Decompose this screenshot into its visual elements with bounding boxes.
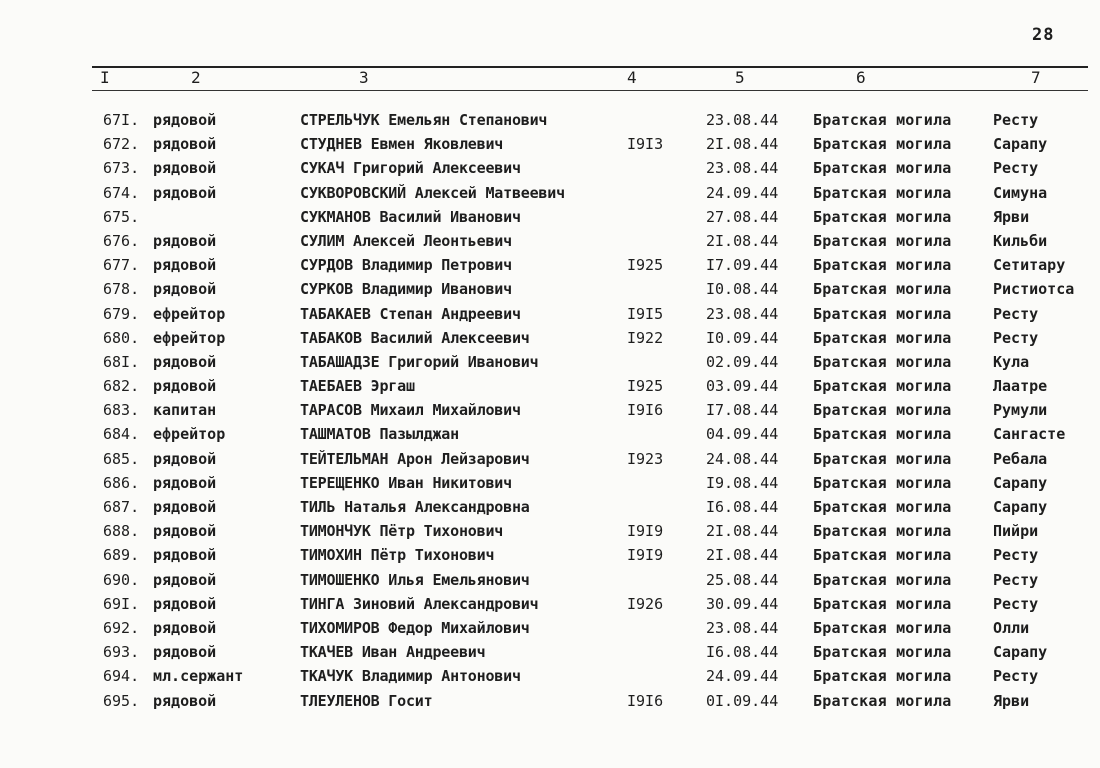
column-number-4: 4 xyxy=(627,68,637,87)
record-death-date: 2I.08.44 xyxy=(706,231,779,250)
record-location: Кула xyxy=(993,352,1030,371)
record-row xyxy=(0,422,1100,446)
record-rank: ефрейтор xyxy=(153,425,226,444)
record-burial-type: Братская могила xyxy=(813,159,952,178)
record-death-date: I0.08.44 xyxy=(706,280,779,299)
column-number-2: 2 xyxy=(191,68,201,87)
record-burial-type: Братская могила xyxy=(813,473,952,492)
record-rank: рядовой xyxy=(153,691,217,710)
record-number: 686. xyxy=(103,473,140,492)
record-number: 676. xyxy=(103,231,140,250)
record-birth-year: I9I5 xyxy=(627,304,664,323)
record-number: 684. xyxy=(103,425,140,444)
record-location: Симуна xyxy=(993,183,1048,202)
record-row xyxy=(0,350,1100,374)
record-name: СУКАЧ Григорий Алексеевич xyxy=(300,159,521,178)
record-rank: рядовой xyxy=(153,377,217,396)
column-number-3: 3 xyxy=(359,68,369,87)
record-row xyxy=(0,495,1100,519)
page-number: 28 xyxy=(1032,25,1055,45)
record-burial-type: Братская могила xyxy=(813,256,952,275)
record-number: 678. xyxy=(103,280,140,299)
record-name: ТАРАСОВ Михаил Михайлович xyxy=(300,401,521,420)
record-number: 677. xyxy=(103,256,140,275)
record-burial-type: Братская могила xyxy=(813,643,952,662)
record-death-date: 04.09.44 xyxy=(706,425,779,444)
record-death-date: 30.09.44 xyxy=(706,594,779,613)
record-row xyxy=(0,108,1100,132)
record-name: ТИЛЬ Наталья Александровна xyxy=(300,498,530,516)
record-row xyxy=(0,229,1100,253)
column-number-7: 7 xyxy=(1031,68,1041,87)
record-rank: ефрейтор xyxy=(153,328,226,347)
record-number: 690. xyxy=(103,570,140,589)
record-burial-type: Братская могила xyxy=(813,304,952,323)
record-row xyxy=(0,156,1100,180)
record-rank: рядовой xyxy=(153,498,217,516)
column-number-6: 6 xyxy=(856,68,866,87)
record-burial-type: Братская могила xyxy=(813,522,952,541)
record-name: ТАБАШАДЗЕ Григорий Иванович xyxy=(300,352,539,371)
column-number-1: I xyxy=(100,68,110,87)
record-name: СТРЕЛЬЧУК Емельян Степанович xyxy=(300,111,548,129)
record-death-date: 23.08.44 xyxy=(706,159,779,178)
record-location: Сарапу xyxy=(993,473,1048,492)
record-location: Сарапу xyxy=(993,498,1048,516)
record-row xyxy=(0,568,1100,592)
record-name: ТКАЧУК Владимир Антонович xyxy=(300,667,521,686)
record-birth-year: I923 xyxy=(627,449,664,468)
record-death-date: 03.09.44 xyxy=(706,377,779,396)
record-name: ТИМОШЕНКО Илья Емельянович xyxy=(300,570,530,589)
record-row xyxy=(0,253,1100,277)
record-location: Ресту xyxy=(993,667,1039,686)
record-death-date: 23.08.44 xyxy=(706,304,779,323)
record-location: Сарапу xyxy=(993,135,1048,154)
record-rank: рядовой xyxy=(153,594,217,613)
record-rank: рядовой xyxy=(153,643,217,662)
record-number: 68I. xyxy=(103,352,140,371)
record-name: ТЕЙТЕЛЬМАН Арон Лейзарович xyxy=(300,449,530,468)
record-rank: рядовой xyxy=(153,449,217,468)
record-death-date: I6.08.44 xyxy=(706,498,779,516)
record-name: СУКМАНОВ Василий Иванович xyxy=(300,207,521,226)
record-number: 672. xyxy=(103,135,140,154)
record-row xyxy=(0,132,1100,156)
record-name: ТИМОХИН Пётр Тихонович xyxy=(300,546,495,565)
record-number: 688. xyxy=(103,522,140,541)
record-death-date: 02.09.44 xyxy=(706,352,779,371)
record-death-date: 2I.08.44 xyxy=(706,522,779,541)
record-rank: рядовой xyxy=(153,473,217,492)
record-burial-type: Братская могила xyxy=(813,546,952,565)
record-location: Ресту xyxy=(993,570,1039,589)
record-number: 675. xyxy=(103,207,140,226)
record-burial-type: Братская могила xyxy=(813,207,952,226)
record-name: ТЕРЕЩЕНКО Иван Никитович xyxy=(300,473,512,492)
record-row xyxy=(0,664,1100,688)
record-name: ТАЕБАЕВ Эргаш xyxy=(300,377,415,396)
record-location: Олли xyxy=(993,618,1030,637)
record-burial-type: Братская могила xyxy=(813,280,952,299)
record-death-date: 24.09.44 xyxy=(706,183,779,202)
record-rank: рядовой xyxy=(153,280,217,299)
record-death-date: 2I.08.44 xyxy=(706,546,779,565)
record-location: Сангасте xyxy=(993,425,1066,444)
record-name: ТАШМАТОВ Пазылджан xyxy=(300,425,459,444)
record-rank: капитан xyxy=(153,401,217,420)
record-row xyxy=(0,398,1100,422)
record-number: 692. xyxy=(103,618,140,637)
header-rule-bottom xyxy=(92,90,1088,91)
record-death-date: 27.08.44 xyxy=(706,207,779,226)
record-burial-type: Братская могила xyxy=(813,570,952,589)
record-row xyxy=(0,205,1100,229)
record-row xyxy=(0,471,1100,495)
record-rank: мл.сержант xyxy=(153,667,244,686)
record-row xyxy=(0,640,1100,664)
record-number: 687. xyxy=(103,498,140,516)
record-burial-type: Братская могила xyxy=(813,691,952,710)
record-location: Ресту xyxy=(993,159,1039,178)
record-number: 679. xyxy=(103,304,140,323)
record-death-date: 0I.09.44 xyxy=(706,691,779,710)
record-death-date: I7.09.44 xyxy=(706,256,779,275)
record-number: 673. xyxy=(103,159,140,178)
record-location: Ресту xyxy=(993,111,1039,129)
record-name: ТЛЕУЛЕНОВ Госит xyxy=(300,691,433,710)
record-birth-year: I9I9 xyxy=(627,546,664,565)
record-name: ТАБАКОВ Василий Алексеевич xyxy=(300,328,530,347)
record-name: ТИМОНЧУК Пётр Тихонович xyxy=(300,522,504,541)
record-name: СТУДНЕВ Евмен Яковлевич xyxy=(300,135,504,154)
record-burial-type: Братская могила xyxy=(813,425,952,444)
record-rank: рядовой xyxy=(153,522,217,541)
record-death-date: 2I.08.44 xyxy=(706,135,779,154)
record-number: 693. xyxy=(103,643,140,662)
record-row xyxy=(0,592,1100,616)
record-burial-type: Братская могила xyxy=(813,401,952,420)
record-burial-type: Братская могила xyxy=(813,449,952,468)
record-rank: рядовой xyxy=(153,135,217,154)
record-row xyxy=(0,374,1100,398)
record-number: 674. xyxy=(103,183,140,202)
record-row xyxy=(0,277,1100,301)
column-number-5: 5 xyxy=(735,68,745,87)
record-row xyxy=(0,689,1100,713)
record-rank: рядовой xyxy=(153,256,217,275)
record-location: Румули xyxy=(993,401,1048,420)
record-birth-year: I925 xyxy=(627,377,664,396)
record-number: 683. xyxy=(103,401,140,420)
record-location: Ресту xyxy=(993,304,1039,323)
record-burial-type: Братская могила xyxy=(813,231,952,250)
record-row xyxy=(0,519,1100,543)
record-location: Ресту xyxy=(993,594,1039,613)
record-name: ТИХОМИРОВ Федор Михайлович xyxy=(300,618,530,637)
record-death-date: 24.09.44 xyxy=(706,667,779,686)
record-rank: ефрейтор xyxy=(153,304,226,323)
record-birth-year: I9I6 xyxy=(627,691,664,710)
record-row xyxy=(0,543,1100,567)
record-name: СУРДОВ Владимир Петрович xyxy=(300,256,512,275)
record-row xyxy=(0,447,1100,471)
record-row xyxy=(0,302,1100,326)
record-burial-type: Братская могила xyxy=(813,618,952,637)
record-rank: рядовой xyxy=(153,546,217,565)
record-death-date: I7.08.44 xyxy=(706,401,779,420)
record-location: Лаатре xyxy=(993,377,1048,396)
record-rank: рядовой xyxy=(153,159,217,178)
record-burial-type: Братская могила xyxy=(813,377,952,396)
record-name: СУЛИМ Алексей Леонтьевич xyxy=(300,231,512,250)
record-number: 69I. xyxy=(103,594,140,613)
record-burial-type: Братская могила xyxy=(813,498,952,516)
record-burial-type: Братская могила xyxy=(813,594,952,613)
record-death-date: 23.08.44 xyxy=(706,111,779,129)
record-location: Ребала xyxy=(993,449,1048,468)
record-rank: рядовой xyxy=(153,111,217,129)
record-burial-type: Братская могила xyxy=(813,183,952,202)
record-birth-year: I9I6 xyxy=(627,401,664,420)
record-burial-type: Братская могила xyxy=(813,328,952,347)
record-location: Ярви xyxy=(993,691,1030,710)
record-death-date: 23.08.44 xyxy=(706,618,779,637)
record-birth-year: I925 xyxy=(627,256,664,275)
record-row xyxy=(0,616,1100,640)
record-death-date: I6.08.44 xyxy=(706,643,779,662)
record-location: Ресту xyxy=(993,546,1039,565)
record-name: ТКАЧЕВ Иван Андреевич xyxy=(300,643,486,662)
record-death-date: 25.08.44 xyxy=(706,570,779,589)
record-birth-year: I9I9 xyxy=(627,522,664,541)
column-number-header xyxy=(0,68,1100,90)
record-number: 682. xyxy=(103,377,140,396)
record-burial-type: Братская могила xyxy=(813,667,952,686)
record-name: ТАБАКАЕВ Степан Андреевич xyxy=(300,304,521,323)
record-number: 689. xyxy=(103,546,140,565)
record-location: Ярви xyxy=(993,207,1030,226)
record-burial-type: Братская могила xyxy=(813,352,952,371)
record-rank: рядовой xyxy=(153,183,217,202)
record-death-date: 24.08.44 xyxy=(706,449,779,468)
record-location: Сетитару xyxy=(993,256,1066,275)
record-rank: рядовой xyxy=(153,570,217,589)
record-burial-type: Братская могила xyxy=(813,111,952,129)
record-location: Ресту xyxy=(993,328,1039,347)
record-location: Кильби xyxy=(993,231,1048,250)
burial-record-list xyxy=(0,108,1100,713)
record-location: Ристиотса xyxy=(993,280,1075,299)
record-name: СУРКОВ Владимир Иванович xyxy=(300,280,512,299)
record-rank: рядовой xyxy=(153,618,217,637)
record-location: Сарапу xyxy=(993,643,1048,662)
record-number: 694. xyxy=(103,667,140,686)
record-burial-type: Братская могила xyxy=(813,135,952,154)
record-birth-year: I9I3 xyxy=(627,135,664,154)
record-death-date: I0.09.44 xyxy=(706,328,779,347)
record-name: ТИНГА Зиновий Александрович xyxy=(300,594,539,613)
record-location: Пийри xyxy=(993,522,1039,541)
record-birth-year: I926 xyxy=(627,594,664,613)
record-birth-year: I922 xyxy=(627,328,664,347)
record-row xyxy=(0,326,1100,350)
record-rank: рядовой xyxy=(153,231,217,250)
record-rank: рядовой xyxy=(153,352,217,371)
record-name: СУКВОРОВСКИЙ Алексей Матвеевич xyxy=(300,183,565,202)
record-number: 695. xyxy=(103,691,140,710)
record-death-date: I9.08.44 xyxy=(706,473,779,492)
record-number: 685. xyxy=(103,449,140,468)
record-number: 680. xyxy=(103,328,140,347)
record-number: 67I. xyxy=(103,111,140,129)
record-row xyxy=(0,181,1100,205)
